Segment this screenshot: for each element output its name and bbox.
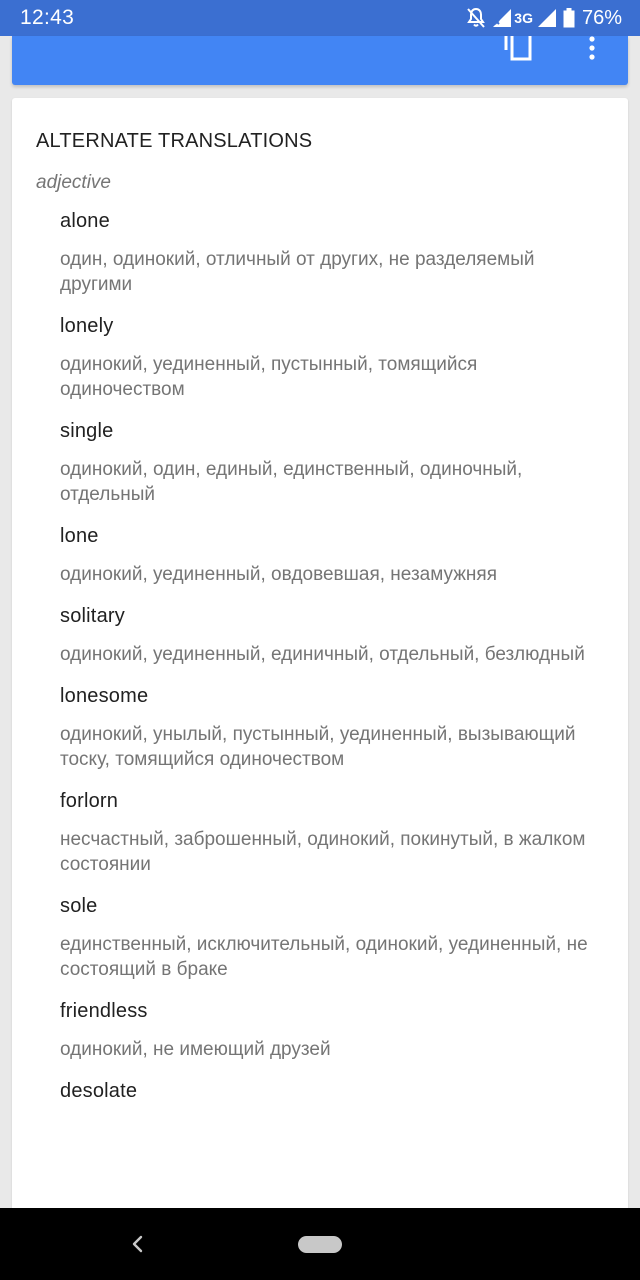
- status-icons: [466, 7, 622, 30]
- navigation-bar: [0, 1208, 640, 1280]
- translation-entry[interactable]: [60, 209, 605, 297]
- translation-entry[interactable]: [60, 789, 605, 877]
- entry-translations: одинокий, не имеющий друзей: [60, 1039, 331, 1060]
- entry-word: sole: [60, 895, 98, 917]
- notifications-off-icon: [466, 7, 486, 29]
- entry-word: alone: [60, 210, 110, 232]
- more-vert-icon[interactable]: [580, 36, 604, 66]
- entry-translations: единственный, исключительный, одинокий, уединенный, не состоящий в браке: [60, 934, 588, 980]
- translation-list: [60, 209, 605, 1120]
- translation-entry[interactable]: [60, 604, 605, 667]
- translation-entry[interactable]: [60, 894, 605, 982]
- entry-translations: один, одинокий, отличный от других, не разделяемый другими: [60, 249, 535, 295]
- entry-word: single: [60, 420, 114, 442]
- alternate-translations-card: [12, 98, 628, 1218]
- cell-signal-icon: [538, 9, 556, 27]
- entry-word: lone: [60, 525, 99, 547]
- back-icon[interactable]: [128, 1234, 148, 1254]
- status-time: 12:43: [20, 6, 75, 29]
- entry-word: desolate: [60, 1080, 138, 1102]
- app-bar: [12, 36, 628, 85]
- network-type: 3G: [514, 10, 533, 26]
- battery-icon: [563, 8, 575, 28]
- status-bar: [0, 0, 640, 36]
- battery-percent: 76%: [581, 6, 622, 29]
- home-pill[interactable]: [298, 1236, 342, 1253]
- entry-word: lonesome: [60, 685, 149, 707]
- translation-entry[interactable]: [60, 524, 605, 587]
- translation-entry[interactable]: [60, 314, 605, 402]
- entry-translations: одинокий, один, единый, единственный, одиночный, отдельный: [60, 459, 523, 505]
- entry-word: solitary: [60, 605, 125, 627]
- section-title: ALTERNATE TRANSLATIONS: [36, 130, 313, 152]
- entry-word: friendless: [60, 1000, 148, 1022]
- translation-entry[interactable]: [60, 419, 605, 507]
- entry-translations: одинокий, уединенный, пустынный, томящийся одиночеством: [60, 354, 478, 400]
- translation-entry[interactable]: [60, 1079, 605, 1103]
- entry-word: forlorn: [60, 790, 119, 812]
- entry-translations: несчастный, заброшенный, одинокий, покинутый, в жалком состоянии: [60, 829, 586, 875]
- translation-entry[interactable]: [60, 684, 605, 772]
- entry-translations: одинокий, уединенный, единичный, отдельный, безлюдный: [60, 644, 585, 665]
- entry-translations: одинокий, уединенный, овдовевшая, незамужняя: [60, 564, 497, 585]
- signal-no-data-icon: [493, 9, 511, 27]
- entry-word: lonely: [60, 315, 114, 337]
- copy-icon[interactable]: [502, 36, 536, 62]
- part-of-speech-label: adjective: [36, 172, 111, 193]
- entry-translations: одинокий, унылый, пустынный, уединенный, вызывающий тоску, томящийся одиночеством: [60, 724, 576, 770]
- translation-entry[interactable]: [60, 999, 605, 1062]
